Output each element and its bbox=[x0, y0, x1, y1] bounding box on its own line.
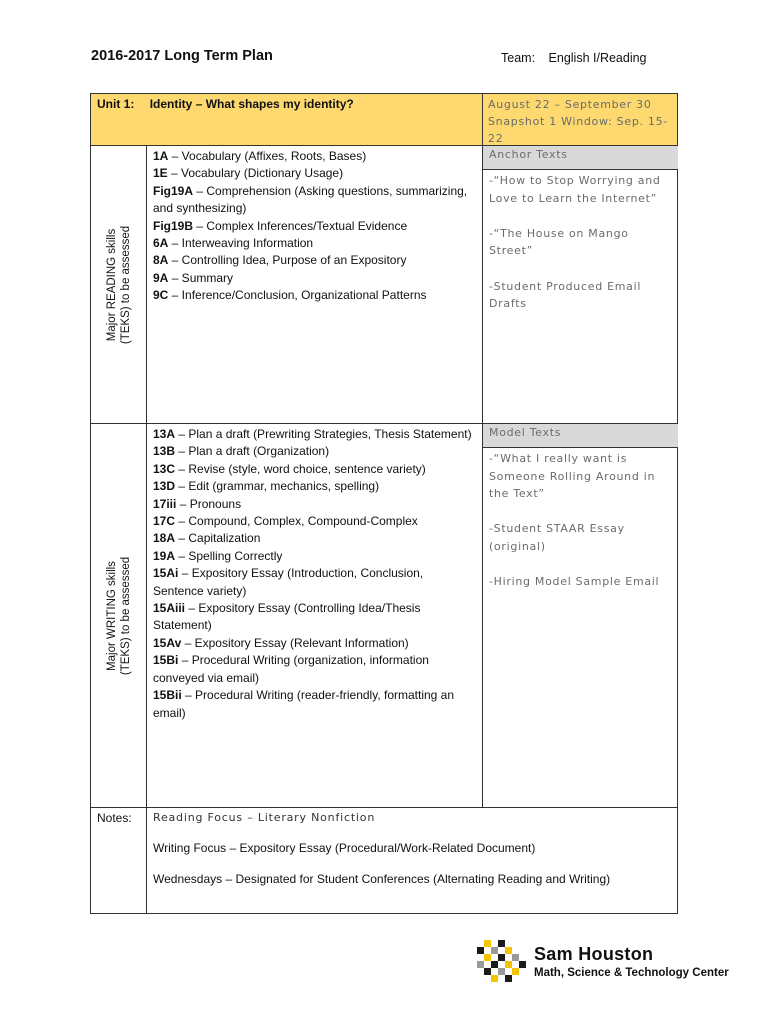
team-line bbox=[501, 51, 647, 65]
reading-skill-text: – Vocabulary (Dictionary Usage) bbox=[167, 166, 344, 181]
writing-skill-item bbox=[153, 548, 476, 565]
reading-skills-list bbox=[147, 146, 483, 423]
reading-skill-item bbox=[153, 148, 476, 165]
notes-label: Notes: bbox=[91, 808, 147, 914]
writing-skill-text: – Pronouns bbox=[176, 496, 242, 511]
model-texts-heading: Model Texts bbox=[483, 424, 678, 448]
writing-skill-item bbox=[153, 530, 476, 547]
reading-skill-item bbox=[153, 252, 476, 269]
reading-skill-item bbox=[153, 183, 476, 218]
writing-skill-code: 19A bbox=[153, 548, 176, 563]
reading-skill-text: – Interweaving Information bbox=[168, 236, 314, 251]
reading-skill-text: – Summary bbox=[168, 270, 234, 285]
notes-line: Writing Focus – Expository Essay (Procedural/Work-Related Document) bbox=[153, 841, 536, 855]
reading-skill-item bbox=[153, 287, 476, 304]
reading-side-label-text bbox=[105, 225, 133, 343]
writing-skill-text: – Expository Essay (Relevant Information) bbox=[181, 635, 409, 650]
writing-skill-item bbox=[153, 496, 476, 513]
writing-skill-code: 15Aiii bbox=[153, 601, 186, 616]
writing-skill-code: 15Bii bbox=[153, 688, 182, 703]
anchor-text-item: -Student Produced Email Drafts bbox=[489, 279, 642, 311]
reading-skill-text: – Comprehension (Asking questions, summarizing, and synthesizing) bbox=[153, 183, 468, 216]
writing-skill-text: – Plan a draft (Prewriting Strategies, Thesis Statement) bbox=[175, 427, 472, 441]
writing-skill-code: 13B bbox=[153, 444, 176, 459]
writing-skill-item bbox=[153, 461, 476, 478]
writing-skill-text: – Capitalization bbox=[175, 531, 261, 546]
writing-skill-item bbox=[153, 600, 476, 635]
reading-skill-item bbox=[153, 270, 476, 287]
model-texts-list bbox=[483, 448, 678, 610]
writing-skill-text: – Procedural Writing (organization, information conveyed via email) bbox=[153, 653, 429, 685]
writing-skills-list bbox=[147, 424, 483, 807]
reading-skill-code: 6A bbox=[153, 236, 169, 251]
unit-dates: August 22 – September 30 Snapshot 1 Window: Sep. 15-22 bbox=[488, 98, 668, 145]
writing-skill-text: – Spelling Correctly bbox=[175, 548, 283, 563]
unit-row bbox=[91, 94, 677, 146]
writing-skill-item bbox=[153, 635, 476, 652]
reading-side-label bbox=[91, 146, 147, 423]
model-text-item: -Student STAAR Essay (original) bbox=[489, 522, 625, 553]
writing-skill-text: – Expository Essay (Controlling Idea/Thesis Statement) bbox=[153, 601, 421, 633]
unit-title: Identity – What shapes my identity? bbox=[149, 97, 354, 111]
writing-skill-item bbox=[153, 565, 476, 600]
team-label: Team: bbox=[501, 51, 536, 65]
reading-skill-code: 1A bbox=[153, 149, 169, 163]
writing-skill-item bbox=[153, 652, 476, 687]
writing-skill-text: – Edit (grammar, mechanics, spelling) bbox=[175, 479, 380, 494]
writing-side-line2: (TEKS) to be assessed bbox=[119, 556, 132, 675]
reading-skill-code: Fig19B bbox=[153, 218, 194, 233]
reading-skill-item bbox=[153, 235, 476, 252]
reading-skill-text: – Inference/Conclusion, Organizational Patterns bbox=[168, 288, 427, 303]
writing-skill-text: – Compound, Complex, Compound-Complex bbox=[175, 514, 418, 529]
writing-skill-code: 13D bbox=[153, 479, 176, 494]
reading-side-line1: Major READING skills bbox=[105, 228, 118, 341]
writing-skill-item bbox=[153, 478, 476, 495]
logo-subtitle: Math, Science & Technology Center bbox=[534, 967, 729, 979]
model-texts-cell bbox=[483, 424, 678, 807]
anchor-texts-heading: Anchor Texts bbox=[483, 146, 678, 170]
anchor-text-item: -“How to Stop Worrying and Love to Learn the Internet” bbox=[489, 174, 661, 205]
writing-skill-item bbox=[153, 426, 476, 443]
writing-skill-code: 13A bbox=[153, 427, 176, 441]
school-logo bbox=[474, 940, 744, 988]
writing-skill-text: – Plan a draft (Organization) bbox=[175, 444, 330, 459]
team-value: English I/Reading bbox=[548, 51, 647, 65]
reading-skill-text: – Complex Inferences/Textual Evidence bbox=[193, 218, 408, 233]
reading-side-line2: (TEKS) to be assessed bbox=[119, 225, 132, 344]
reading-skill-item bbox=[153, 218, 476, 235]
unit-title-cell bbox=[91, 94, 483, 145]
writing-side-label bbox=[91, 424, 147, 807]
reading-row bbox=[91, 146, 677, 424]
writing-skill-item bbox=[153, 687, 476, 722]
notes-body bbox=[147, 808, 689, 889]
writing-skill-text: – Expository Essay (Introduction, Conclusion, Sentence variety) bbox=[153, 566, 424, 598]
writing-side-label-text bbox=[105, 556, 133, 674]
writing-skill-item bbox=[153, 513, 476, 530]
writing-skill-item bbox=[153, 443, 476, 460]
reading-skill-text: – Vocabulary (Affixes, Roots, Bases) bbox=[168, 149, 367, 163]
model-text-item: -“What I really want is Someone Rolling Around in the Text” bbox=[489, 452, 656, 501]
reading-skill-item bbox=[153, 165, 476, 182]
anchor-texts-cell bbox=[483, 146, 678, 423]
page-title: 2016-2017 Long Term Plan bbox=[91, 48, 273, 64]
writing-skill-code: 15Ai bbox=[153, 566, 179, 581]
writing-side-line1: Major WRITING skills bbox=[105, 560, 118, 671]
writing-row bbox=[91, 424, 677, 808]
notes-line: Wednesdays – Designated for Student Conferences (Alternating Reading and Writing) bbox=[153, 872, 611, 886]
writing-skill-code: 17C bbox=[153, 514, 176, 529]
reading-skill-text: – Controlling Idea, Purpose of an Expository bbox=[168, 253, 407, 268]
writing-skill-code: 15Av bbox=[153, 635, 182, 650]
writing-skill-code: 17iii bbox=[153, 496, 177, 511]
model-text-item: -Hiring Model Sample Email bbox=[489, 575, 660, 589]
writing-skill-text: – Procedural Writing (reader-friendly, formatting an email) bbox=[153, 688, 455, 720]
anchor-texts-list bbox=[483, 170, 678, 332]
reading-skill-code: 9A bbox=[153, 270, 169, 285]
logo-name: Sam Houston bbox=[534, 944, 654, 964]
unit-label: Unit 1: bbox=[97, 97, 135, 111]
reading-skill-code: 1E bbox=[153, 166, 168, 181]
reading-skill-code: 8A bbox=[153, 253, 169, 268]
writing-skill-code: 13C bbox=[153, 461, 176, 476]
writing-skill-code: 15Bi bbox=[153, 653, 179, 668]
checkered-logo-mark-icon bbox=[474, 940, 526, 984]
reading-skill-code: Fig19A bbox=[153, 183, 194, 198]
writing-skill-code: 18A bbox=[153, 531, 176, 546]
writing-skill-text: – Revise (style, word choice, sentence variety) bbox=[175, 461, 426, 476]
reading-skill-code: 9C bbox=[153, 288, 169, 303]
notes-row bbox=[91, 808, 677, 914]
anchor-text-item: -“The House on Mango Street” bbox=[489, 226, 629, 258]
plan-table bbox=[90, 93, 678, 914]
notes-line: Reading Focus – Literary Nonfiction bbox=[153, 811, 376, 824]
